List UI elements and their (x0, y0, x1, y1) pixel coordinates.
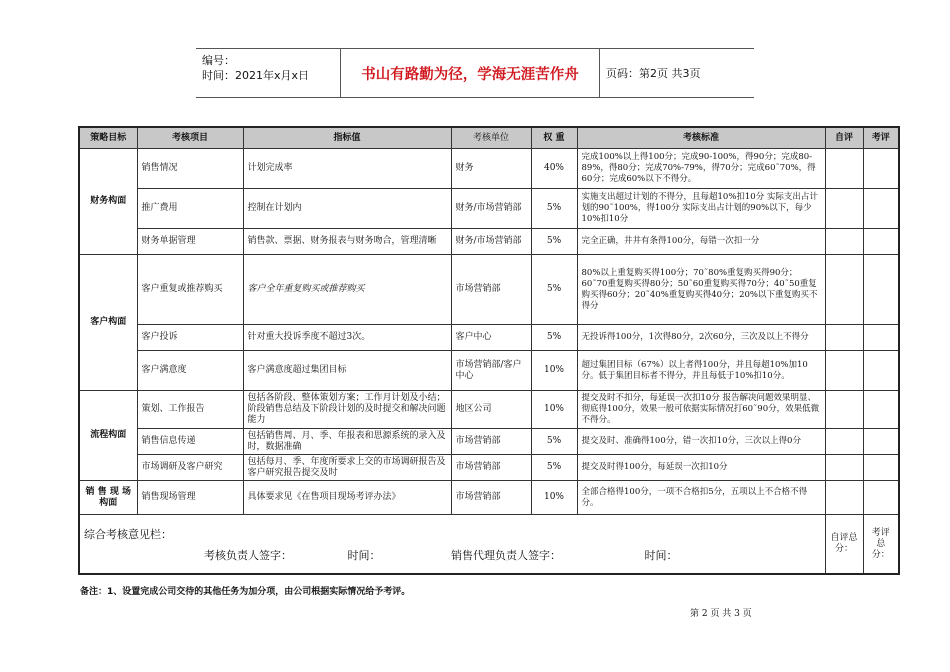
table-row (79, 429, 899, 455)
group-process: 流程构面 (79, 391, 137, 481)
group-customer: 客户构面 (79, 255, 137, 391)
cell-eval[interactable] (863, 149, 899, 189)
cell-weight: 5% (531, 325, 577, 351)
cell-eval[interactable] (863, 351, 899, 391)
cell-indicator: 控制在计划内 (243, 189, 451, 229)
cell-weight: 10% (531, 481, 577, 515)
cell-self-eval[interactable] (825, 351, 863, 391)
cell-item: 销售情况 (137, 149, 243, 189)
cell-standard: 提交及时不扣分，每延误一次扣10分 报告解决问题效果明显、彻底得100分，效果一般可依据实际情况打60˜90分，效果低微不得分。 (577, 391, 825, 429)
cell-self-eval[interactable] (825, 481, 863, 515)
self-total-cell[interactable]: 自评总分： (825, 515, 863, 575)
cell-indicator: 针对重大投诉季度不超过3次。 (243, 325, 451, 351)
cell-self-eval[interactable] (825, 255, 863, 325)
cell-item: 客户满意度 (137, 351, 243, 391)
summary-title: 综合考核意见栏： (84, 528, 172, 541)
col-header-eval: 考评 (863, 127, 899, 149)
cell-unit: 市场营销部/客户中心 (451, 351, 531, 391)
cell-standard: 实施支出超过计划的不得分，且每超10%扣10分 实际支出占计划的90˜100%，得100分 实际支出占计划的90%以下，每少10%扣10分 (577, 189, 825, 229)
cell-standard: 完成100%以上得100分；完成90-100%，得90分；完成80-89%，得80分；完成70%-79%，得70分；完成60˜70%，得60分；完成60%以下不得分。 (577, 149, 825, 189)
col-header-weight: 权 重 (531, 127, 577, 149)
cell-eval[interactable] (863, 391, 899, 429)
header-page-cell (600, 49, 754, 97)
cell-standard: 超过集团目标（67%）以上者得100分，并且每超10%加10分。低于集团目标者不得分，并且每低于10%扣10分。 (577, 351, 825, 391)
cell-unit: 客户中心 (451, 325, 531, 351)
table-row (79, 351, 899, 391)
assessment-table (78, 126, 900, 575)
cell-eval[interactable] (863, 455, 899, 481)
cell-item: 销售信息传递 (137, 429, 243, 455)
table-row (79, 455, 899, 481)
cell-self-eval[interactable] (825, 325, 863, 351)
cell-unit: 财务/市场营销部 (451, 229, 531, 255)
cell-unit: 财务/市场营销部 (451, 189, 531, 229)
summary-row (79, 515, 899, 575)
col-header-unit: 考核单位 (451, 127, 531, 149)
cell-indicator: 计划完成率 (243, 149, 451, 189)
table-row (79, 255, 899, 325)
cell-weight: 40% (531, 149, 577, 189)
cell-item: 销售现场管理 (137, 481, 243, 515)
cell-item: 推广费用 (137, 189, 243, 229)
header-meta-cell (196, 49, 341, 97)
cell-indicator: 具体要求见《在售项目现场考评办法》 (243, 481, 451, 515)
cell-eval[interactable] (863, 481, 899, 515)
time-label-2: 时间： (644, 549, 678, 562)
cell-self-eval[interactable] (825, 429, 863, 455)
cell-indicator: 客户全年重复购买或推荐购买 (243, 255, 451, 325)
cell-standard: 提交及时、准确得100分，错一次扣10分，三次以上得0分 (577, 429, 825, 455)
cell-standard: 提交及时得100分，每延误一次扣10分 (577, 455, 825, 481)
cell-unit: 市场营销部 (451, 429, 531, 455)
cell-eval[interactable] (863, 429, 899, 455)
col-header-item: 考核项目 (137, 127, 243, 149)
sign-assessor-label: 考核负责人签字： (204, 549, 292, 562)
number-label: 编号： (202, 54, 235, 67)
cell-unit: 市场营销部 (451, 455, 531, 481)
cell-weight: 10% (531, 391, 577, 429)
page-footer: 第 2 页 共 3 页 (690, 609, 752, 619)
group-onsite: 销 售 现 场 构面 (79, 481, 137, 515)
cell-self-eval[interactable] (825, 149, 863, 189)
cell-unit: 财务 (451, 149, 531, 189)
cell-indicator: 销售款、票据、财务报表与财务吻合，管理清晰 (243, 229, 451, 255)
cell-eval[interactable] (863, 229, 899, 255)
cell-unit: 市场营销部 (451, 255, 531, 325)
cell-eval[interactable] (863, 189, 899, 229)
motto: 书山有路勤为径，学海无涯苦作舟 (361, 66, 579, 83)
summary-cell (79, 515, 825, 575)
table-row (79, 189, 899, 229)
col-header-goal: 策略目标 (79, 127, 137, 149)
cell-item: 客户投诉 (137, 325, 243, 351)
cell-unit: 市场营销部 (451, 481, 531, 515)
document-header (196, 48, 754, 98)
remark-note: 备注：1、设置完成公司交待的其他任务为加分项，由公司根据实际情况给予考评。 (80, 587, 411, 597)
table-row (79, 391, 899, 429)
cell-item: 策划、工作报告 (137, 391, 243, 429)
time-label: 时间：2021年x月x日 (202, 69, 310, 82)
cell-indicator: 包括每月、季、年度所要求上交的市场调研报告及客户研究报告提交及时 (243, 455, 451, 481)
cell-standard: 80%以上重复购买得100分；70˜80%重复购买得90分；60˜70重复购买得80分；50˜60重复购买得70分；40˜50重复购买得60分；20˜40%重复购买得40分；20%以下重复购买不得分 (577, 255, 825, 325)
group-finance: 财务构面 (79, 149, 137, 255)
cell-eval[interactable] (863, 255, 899, 325)
cell-item: 财务单据管理 (137, 229, 243, 255)
page-label: 页码：第2页 共3页 (606, 67, 701, 80)
cell-self-eval[interactable] (825, 455, 863, 481)
cell-weight: 5% (531, 229, 577, 255)
cell-weight: 5% (531, 455, 577, 481)
table-row (79, 325, 899, 351)
header-motto-cell (341, 49, 600, 97)
cell-weight: 5% (531, 429, 577, 455)
cell-indicator: 包括各阶段、整体策划方案；工作月计划及小结；阶段销售总结及下阶段计划的及时提交和解决问题能力 (243, 391, 451, 429)
time-label-1: 时间： (347, 549, 381, 562)
cell-self-eval[interactable] (825, 391, 863, 429)
table-row (79, 149, 899, 189)
cell-indicator: 客户满意度超过集团目标 (243, 351, 451, 391)
table-row (79, 481, 899, 515)
table-row (79, 229, 899, 255)
cell-standard: 完全正确，井井有条得100分，每错一次扣一分 (577, 229, 825, 255)
cell-standard: 全部合格得100分，一项不合格扣5分，五项以上不合格不得分。 (577, 481, 825, 515)
cell-standard: 无投诉得100分，1次得80分，2次60分，三次及以上不得分 (577, 325, 825, 351)
col-header-standard: 考核标准 (577, 127, 825, 149)
cell-self-eval[interactable] (825, 189, 863, 229)
sign-agent-label: 销售代理负责人签字： (451, 549, 561, 562)
col-header-indicator: 指标值 (243, 127, 451, 149)
cell-weight: 10% (531, 351, 577, 391)
cell-unit: 地区公司 (451, 391, 531, 429)
cell-item: 市场调研及客户研究 (137, 455, 243, 481)
col-header-self-eval: 自评 (825, 127, 863, 149)
eval-total-cell[interactable]: 考评总分： (863, 515, 899, 575)
cell-weight: 5% (531, 255, 577, 325)
table-header-row (79, 127, 899, 149)
cell-item: 客户重复或推荐购买 (137, 255, 243, 325)
cell-self-eval[interactable] (825, 229, 863, 255)
cell-weight: 5% (531, 189, 577, 229)
cell-eval[interactable] (863, 325, 899, 351)
cell-indicator: 包括销售周、月、季、年报表和思源系统的录入及时，数据准确 (243, 429, 451, 455)
